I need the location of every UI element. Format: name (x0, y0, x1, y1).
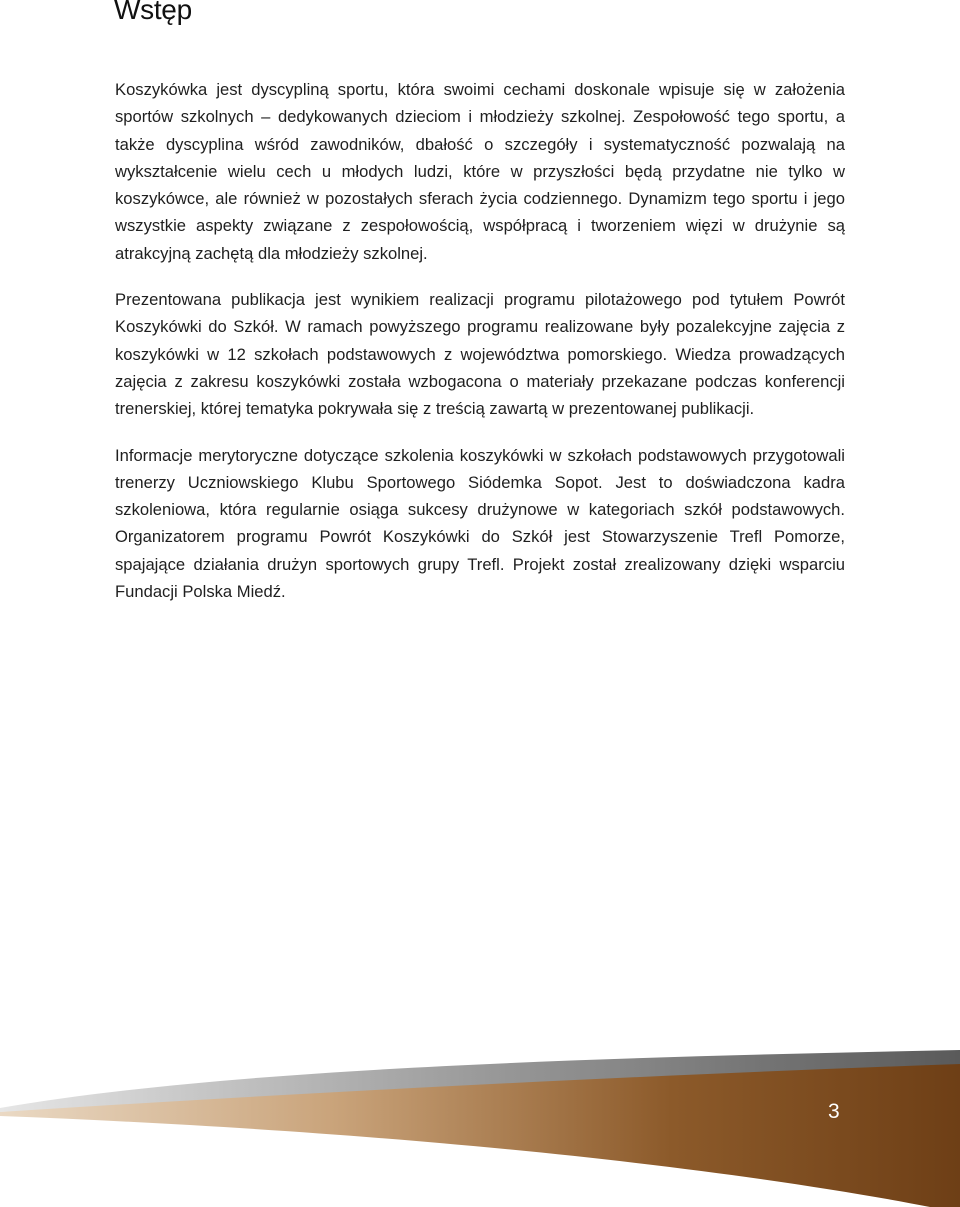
page-title: Wstęp (114, 0, 192, 25)
page-number: 3 (828, 1100, 840, 1123)
footer-brown-band (0, 1064, 960, 1207)
paragraph-authors: Informacje merytoryczne dotyczące szkolenia koszykówki w szkołach podstawowych przygotowali trenerzy Uczniowskiego Klubu Sportowego Siódemka Sopot. Jest to doświadczona kadra szkoleniowa, która regularnie osiąga sukcesy drużynowe w kategoriach szkół podstawowych. Organizatorem programu Powrót Koszykówki do Szkół jest Stowarzyszenie Trefl Pomorze, spajające działania drużyn sportowych grupy Trefl. Projekt został zrealizowany dzięki wsparciu Fundacji Polska Miedź. (115, 445, 845, 602)
paragraph-intro: Koszykówka jest dyscypliną sportu, która swoimi cechami doskonale wpisuje się w założenia sportów szkolnych – dedykowanych dzieciom i młodzieży szkolnej. Zespołowość tego sportu, a także dyscyplina wśród zawodników, dbałość o szczegóły i systematyczność pozwalają na wykształcenie wielu cech u młodych ludzi, które w przyszłości będą przydatne nie tylko w koszykówce, ale również w pozostałych sferach życia codziennego. Dynamizm tego sportu i jego wszystkie aspekty związane z zespołowością, współpracą i tworzeniem więzi w drużynie są atrakcyjną zachętą dla młodzieży szkolnej. (115, 80, 845, 263)
footer-swoosh-decoration (0, 1050, 960, 1207)
document-body (115, 76, 845, 624)
paragraph-publication: Prezentowana publikacja jest wynikiem realizacji programu pilotażowego pod tytułem Powrót Koszykówki do Szkół. W ramach powyższego programu realizowane były pozalekcyjne zajęcia z koszykówki w 12 szkołach podstawowych z województwa pomorskiego. Wiedza prowadzących zajęcia z zakresu koszykówki została wzbogacona o materiały przekazane podczas konferencji trenerskiej, której tematyka pokrywała się z treścią zawartą w prezentowanej publikacji. (115, 290, 845, 419)
